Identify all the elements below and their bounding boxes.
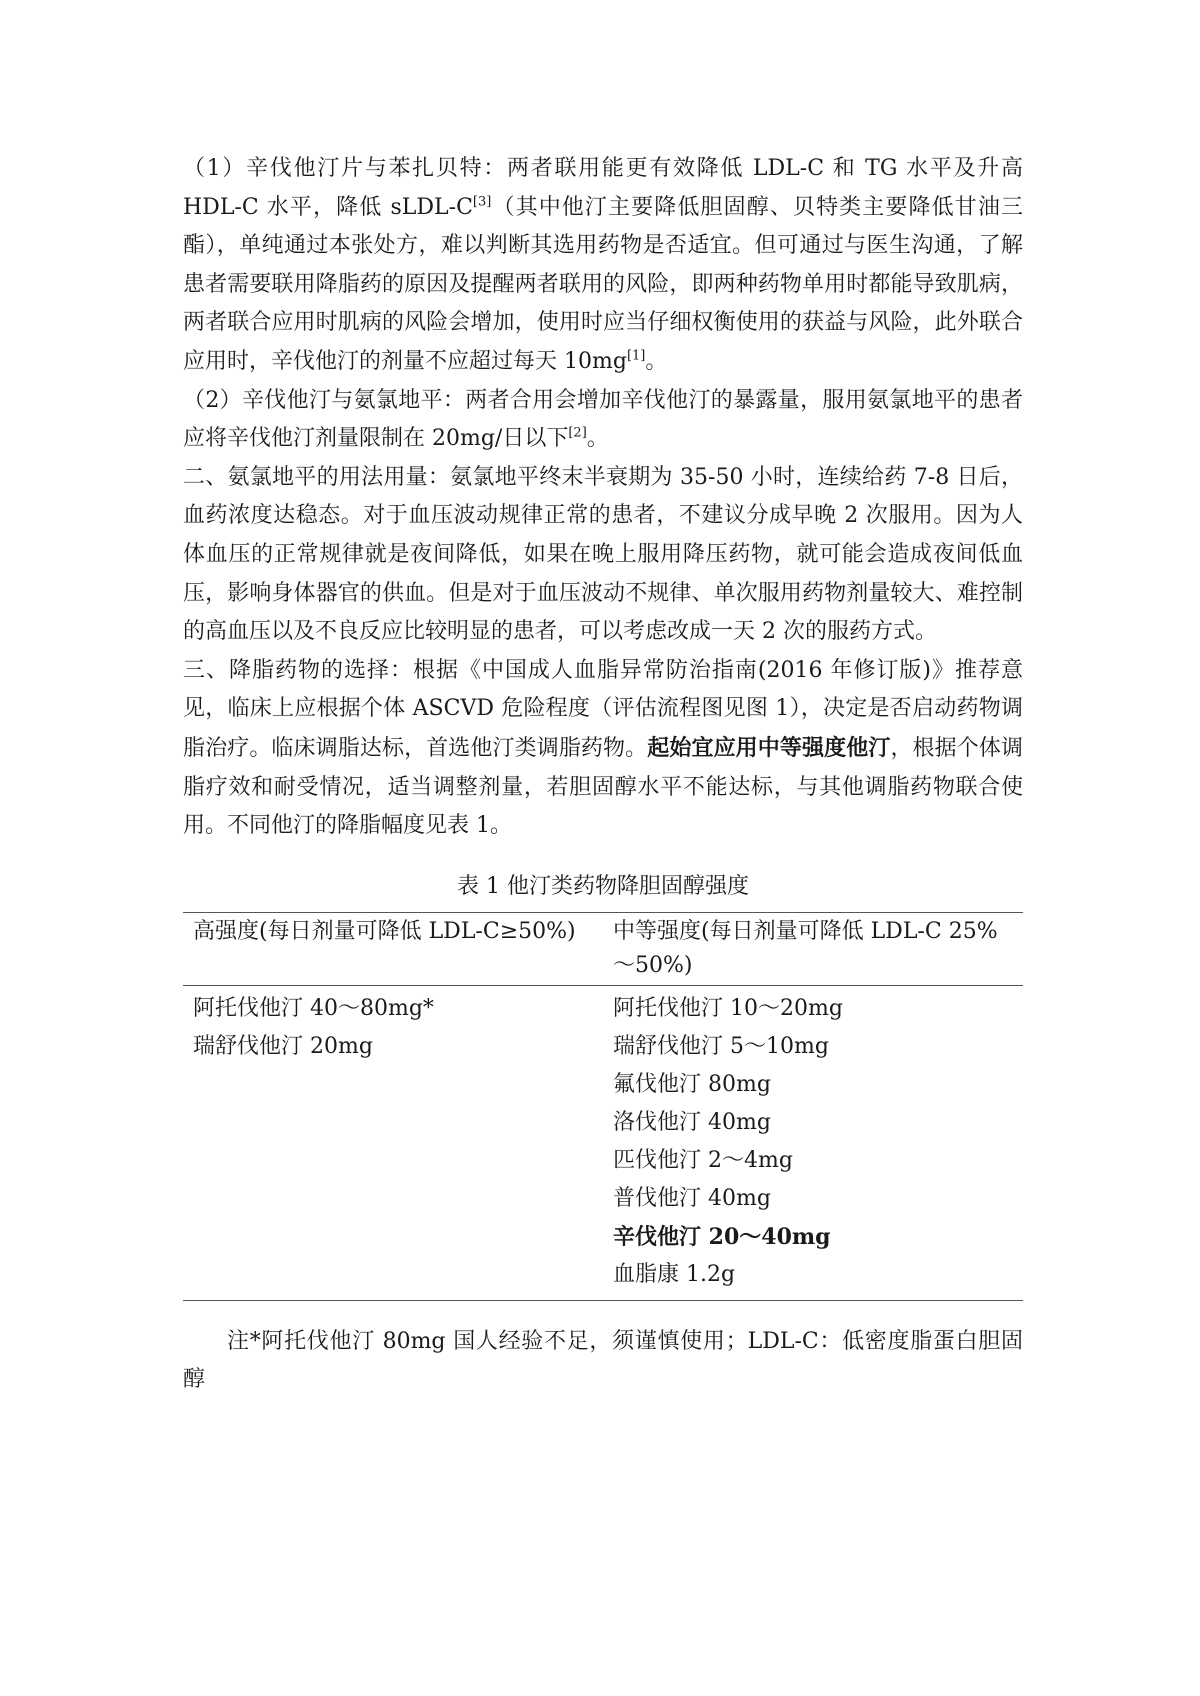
mid-drug-fluvastatin: 氟伐他汀 80mg bbox=[613, 1071, 771, 1097]
p4-bold-text: 起始宜应用中等强度他汀 bbox=[647, 734, 891, 761]
mid-drug-pravastatin: 普伐他汀 40mg bbox=[613, 1185, 771, 1211]
high-drug-atorvastatin: 阿托伐他汀 40～80mg* bbox=[193, 995, 434, 1021]
p1-text-a: （1）辛伐他汀片与苯扎贝特：两者联用能更有效降低 LDL-C 和 TG 水平及升高 HDL-C 水平，降低 sLDL-C bbox=[183, 156, 1023, 220]
mid-drug-rosuvastatin: 瑞舒伐他汀 5～10mg bbox=[613, 1033, 829, 1059]
high-drug-rosuvastatin: 瑞舒伐他汀 20mg bbox=[193, 1033, 373, 1059]
header-high-intensity: 高强度(每日剂量可降低 LDL-C≥50%) bbox=[183, 912, 603, 985]
mid-drug-pitavastatin: 匹伐他汀 2～4mg bbox=[613, 1147, 793, 1173]
mid-drug-simvastatin: 辛伐他汀 20～40mg bbox=[613, 1223, 831, 1250]
header-moderate-intensity: 中等强度(每日剂量可降低 LDL-C 25%～50%) bbox=[603, 912, 1023, 985]
document-page bbox=[183, 150, 1023, 1400]
p4-text-a: 三、降脂药物的选择：根据《中国成人血脂异常防治指南(2016 年修订版)》推荐意见，临床上应根据个体 ASCVD 危险程度（评估流程图见图 1），决定是否启动药物调脂治疗。临床调脂达标，首选他汀类调脂药物。 bbox=[183, 657, 1023, 761]
p2-text-b: 。 bbox=[586, 426, 609, 452]
citation-1: [1] bbox=[626, 348, 646, 364]
mid-drug-xuezhikang: 血脂康 1.2g bbox=[613, 1261, 736, 1287]
p1-text-b: （其中他汀主要降低胆固醇、贝特类主要降低甘油三酯），单纯通过本张处方，难以判断其选用药物是否适宜。但可通过与医生沟通，了解患者需要联用降脂药的原因及提醒两者联用的风险，即两种药物单用时都能导致肌病，两者联合应用时肌病的风险会增加，使用时应当仔细权衡使用的获益与风险，此外联合应用时，辛伐他汀的剂量不应超过每天 10mg bbox=[183, 194, 1023, 374]
citation-3: [3] bbox=[472, 194, 492, 210]
table-note: 注*阿托伐他汀 80mg 国人经验不足，须谨慎使用；LDL-C：低密度脂蛋白胆固醇 bbox=[183, 1328, 1023, 1393]
high-intensity-cell bbox=[183, 985, 603, 1300]
statin-intensity-table bbox=[183, 912, 1023, 1301]
paragraph-simvastatin-bezafibrate bbox=[183, 150, 1023, 382]
mid-drug-atorvastatin: 阿托伐他汀 10～20mg bbox=[613, 995, 843, 1021]
table-header-row bbox=[183, 912, 1023, 985]
paragraph-simvastatin-amlodipine bbox=[183, 382, 1023, 459]
mid-drug-lovastatin: 洛伐他汀 40mg bbox=[613, 1109, 771, 1135]
table-row bbox=[183, 985, 1023, 1300]
paragraph-amlodipine-dosage: 二、氨氯地平的用法用量：氨氯地平终末半衰期为 35-50 小时，连续给药 7-8 日后，血药浓度达稳态。对于血压波动规律正常的患者，不建议分成早晚 2 次服用。因为人体血压的正常规律就是夜间降低，如果在晚上服用降压药物，就可能会造成夜间低血压，影响身体器官的供血。但是对于血压波动不规律、单次服用药物剂量较大、难控制的高血压以及不良反应比较明显的患者，可以考虑改成一天 2 次的服药方式。 bbox=[183, 464, 1023, 645]
citation-2: [2] bbox=[568, 425, 587, 441]
p1-text-c: 。 bbox=[645, 348, 668, 374]
p2-text-a: （2）辛伐他汀与氨氯地平：两者合用会增加辛伐他汀的暴露量，服用氨氯地平的患者应将辛伐他汀剂量限制在 20mg/日以下 bbox=[183, 387, 1023, 452]
paragraph-lipid-drug-selection bbox=[183, 652, 1023, 846]
table-caption: 表 1 他汀类药物降胆固醇强度 bbox=[457, 873, 749, 899]
moderate-intensity-cell bbox=[603, 985, 1023, 1300]
p4-text-b: ，根据个体调脂疗效和耐受情况，适当调整剂量，若胆固醇水平不能达标，与其他调脂药物联合使用。不同他汀的降脂幅度见表 1。 bbox=[183, 735, 1023, 839]
